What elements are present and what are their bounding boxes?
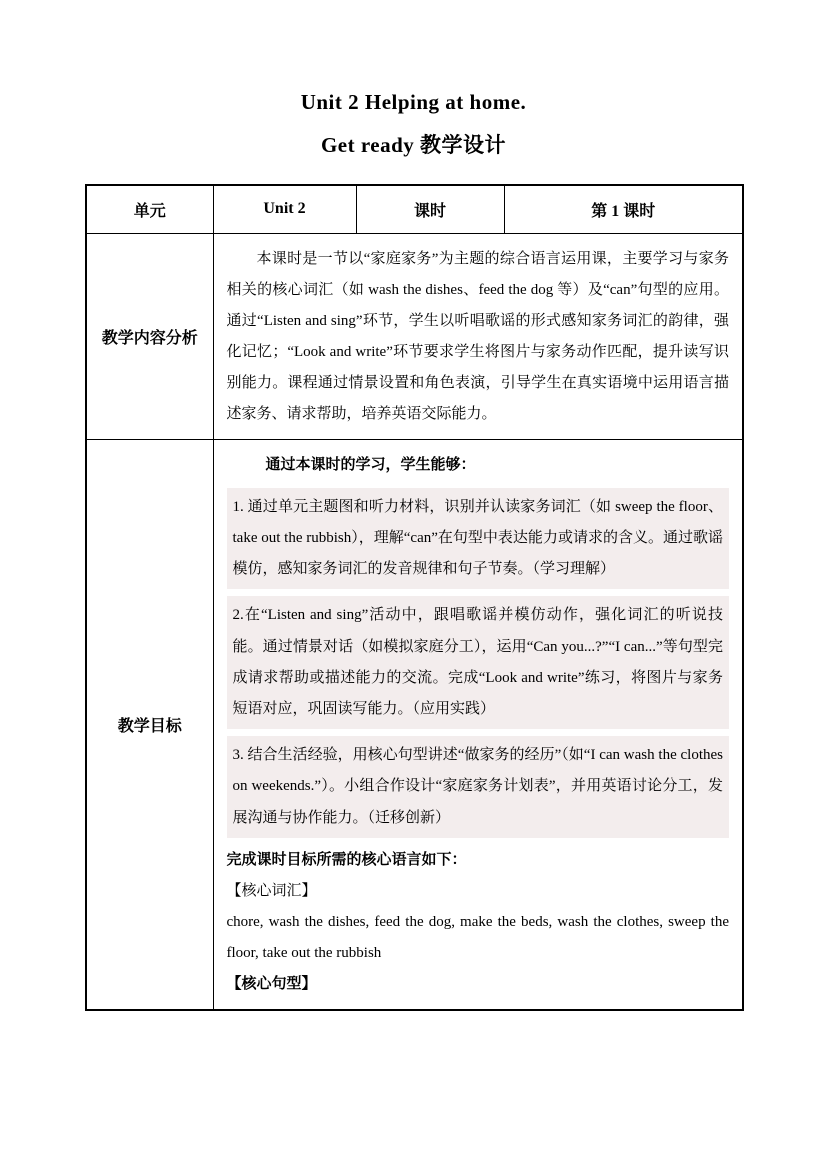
table-row-objectives: [86, 439, 743, 1010]
content-analysis-content-cell: [213, 233, 743, 439]
lesson-design-table: [85, 184, 744, 1011]
objectives-content-cell: [213, 439, 743, 1010]
unit-label-cell: 单元: [86, 185, 213, 233]
core-sentence-label: 【核心句型】: [226, 976, 317, 993]
table-row-header: [86, 185, 743, 233]
unit-value-cell: Unit 2: [213, 185, 356, 233]
objective-item-1: 1. 通过单元主题图和听力材料，识别并认读家务词汇（如 sweep the floor、take out the rubbish），理解“can”在句型中表达能力或请求的含义。通过歌谣模仿，感知家务词汇的发音规律和句子节奏。（学习理解）: [227, 488, 730, 590]
objective-item-3: 3. 结合生活经验，用核心句型讲述“做家务的经历”（如“I can wash the clothes on weekends.”）。小组合作设计“家庭家务计划表”，并用英语讨论分工，发展沟通与协作能力。（迁移创新）: [227, 736, 730, 838]
table-row-content-analysis: [86, 233, 743, 439]
content-analysis-text: 本课时是一节以“家庭家务”为主题的综合语言运用课，主要学习与家务相关的核心词汇（如 wash the dishes、feed the dog 等）及“can”句型的应用。通过“Listen and sing”环节，学生以听唱歌谣的形式感知家务词汇的韵律，强化记忆；“Look and write”环节要求学生将图片与家务动作匹配，提升读写识别能力。课程通过情景设置和角色表演，引导学生在真实语境中运用语言描述家务、请求帮助，培养英语交际能力。: [226, 250, 729, 423]
core-vocab-label: 【核心词汇】: [226, 882, 317, 899]
core-language-heading: 完成课时目标所需的核心语言如下：: [226, 851, 467, 868]
period-value-cell: 第 1 课时: [504, 185, 743, 233]
objectives-intro: 通过本课时的学习，学生能够：: [265, 456, 476, 473]
document-title-line2: Get ready 教学设计: [320, 133, 507, 157]
period-label-cell: 课时: [356, 185, 504, 233]
objectives-label-cell: 教学目标: [86, 439, 213, 1010]
content-analysis-label-cell: 教学内容分析: [86, 233, 213, 439]
core-vocab-text: chore, wash the dishes, feed the dog, make the beds, wash the clothes, sweep the floor, take out the rubbish: [226, 914, 729, 962]
document-title-line1: Unit 2 Helping at home.: [300, 90, 527, 114]
objective-item-2: 2.在“Listen and sing”活动中，跟唱歌谣并模仿动作，强化词汇的听说技能。通过情景对话（如模拟家庭分工），运用“Can you...?”“I can...”等句型完成请求帮助或描述能力的交流。完成“Look and write”练习，将图片与家务短语对应，巩固读写能力。（应用实践）: [227, 596, 730, 729]
